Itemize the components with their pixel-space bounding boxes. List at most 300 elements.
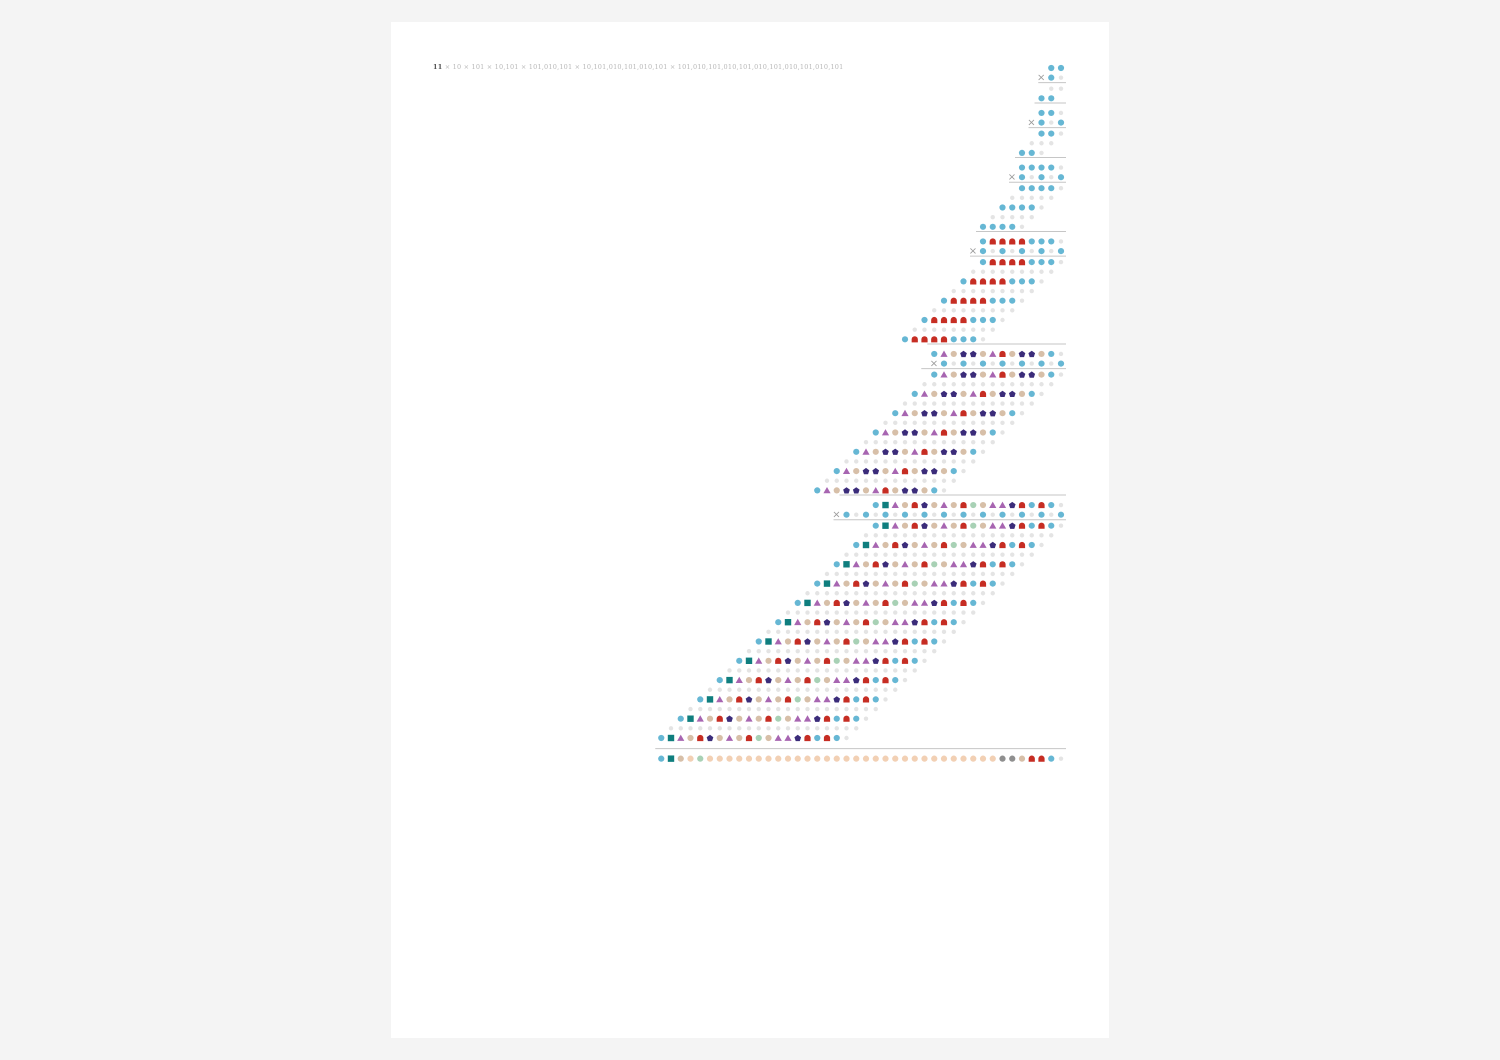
digit-mark-one (1019, 164, 1025, 170)
empty-dot (961, 421, 965, 425)
digit-mark-one (970, 581, 976, 587)
empty-dot (922, 649, 926, 653)
empty-dot (835, 668, 839, 672)
digit-mark-five (892, 638, 899, 644)
digit-mark-one (999, 224, 1005, 230)
empty-dot (981, 421, 985, 425)
empty-dot (1039, 205, 1043, 209)
digit-mark-four (814, 658, 820, 664)
digit-mark-four (1019, 756, 1025, 762)
digit-mark-three (940, 371, 947, 377)
empty-dot (893, 668, 897, 672)
empty-dot (805, 707, 809, 711)
empty-dot (844, 552, 848, 556)
digit-mark-two (951, 317, 957, 323)
digit-mark-two (999, 351, 1005, 357)
empty-dot (961, 289, 965, 293)
empty-dot (883, 668, 887, 672)
empty-dot (952, 591, 956, 595)
digit-mark-one (775, 619, 781, 625)
digit-mark-three (823, 696, 830, 702)
empty-dot (942, 591, 946, 595)
empty-dot (991, 327, 995, 331)
empty-dot (1059, 352, 1063, 356)
digit-mark-two (941, 317, 947, 323)
empty-dot (952, 630, 956, 634)
empty-dot (971, 382, 975, 386)
empty-dot (844, 668, 848, 672)
empty-dot (913, 591, 917, 595)
digit-mark-two (697, 735, 703, 741)
digit-mark-four (990, 391, 996, 397)
empty-dot (864, 440, 868, 444)
empty-dot (942, 552, 946, 556)
digit-mark-one (873, 696, 879, 702)
empty-dot (893, 630, 897, 634)
digit-mark-ten (707, 756, 713, 762)
digit-mark-one (990, 317, 996, 323)
empty-dot (913, 421, 917, 425)
empty-dot (952, 610, 956, 614)
empty-dot (844, 630, 848, 634)
empty-dot (835, 479, 839, 483)
empty-dot (932, 591, 936, 595)
empty-dot (776, 630, 780, 634)
empty-dot (1000, 421, 1004, 425)
empty-dot (883, 572, 887, 576)
empty-dot (786, 726, 790, 730)
digit-mark-four (804, 619, 810, 625)
empty-dot (903, 678, 907, 682)
digit-mark-two (746, 735, 752, 741)
empty-dot (991, 361, 995, 365)
empty-dot (874, 630, 878, 634)
digit-mark-four (892, 429, 898, 435)
empty-dot (874, 533, 878, 537)
digit-mark-two (960, 502, 966, 508)
empty-dot (922, 630, 926, 634)
digit-mark-four (882, 468, 888, 474)
empty-dot (932, 649, 936, 653)
empty-dot (727, 707, 731, 711)
empty-dot (1059, 75, 1063, 79)
empty-dot (718, 707, 722, 711)
empty-dot (942, 488, 946, 492)
digit-mark-four (824, 677, 830, 683)
empty-dot (1000, 552, 1004, 556)
digit-mark-one (912, 391, 918, 397)
digit-mark-three (843, 677, 850, 683)
empty-dot (1000, 430, 1004, 434)
empty-dot (805, 726, 809, 730)
digit-mark-one (1019, 248, 1025, 254)
empty-dot (786, 707, 790, 711)
empty-dot (913, 552, 917, 556)
digit-mark-two (999, 372, 1005, 378)
empty-dot (913, 610, 917, 614)
digit-mark-one (1058, 120, 1064, 126)
empty-dot (1020, 289, 1024, 293)
empty-dot (805, 610, 809, 614)
digit-mark-ten (814, 756, 820, 762)
empty-dot (922, 440, 926, 444)
empty-dot (854, 707, 858, 711)
empty-dot (1010, 215, 1014, 219)
digit-mark-one (1019, 204, 1025, 210)
digit-mark-three (901, 561, 908, 567)
empty-dot (942, 572, 946, 576)
empty-dot (874, 688, 878, 692)
empty-dot (991, 270, 995, 274)
digit-mark-four (921, 487, 927, 493)
digit-mark-eight (668, 735, 674, 741)
digit-mark-two (882, 658, 888, 664)
empty-dot (815, 591, 819, 595)
digit-mark-ten (804, 756, 810, 762)
digit-mark-one (1038, 120, 1044, 126)
empty-dot (747, 688, 751, 692)
digit-mark-ten (746, 756, 752, 762)
digit-mark-six (834, 658, 840, 664)
digit-mark-one (1048, 372, 1054, 378)
digit-mark-three (784, 735, 791, 741)
empty-dot (815, 688, 819, 692)
empty-dot (952, 361, 956, 365)
digit-mark-ten (824, 756, 830, 762)
empty-dot (796, 649, 800, 653)
empty-dot (932, 308, 936, 312)
empty-dot (922, 421, 926, 425)
digit-mark-three (921, 600, 928, 606)
empty-dot (991, 249, 995, 253)
digit-mark-one (1009, 410, 1015, 416)
digit-mark-six (931, 561, 937, 567)
digit-mark-three (862, 600, 869, 606)
empty-dot (698, 707, 702, 711)
empty-dot (922, 552, 926, 556)
digit-mark-two (775, 658, 781, 664)
empty-dot (971, 401, 975, 405)
empty-dot (883, 421, 887, 425)
digit-mark-eight (726, 677, 732, 683)
digit-mark-one (980, 317, 986, 323)
digit-mark-one (892, 677, 898, 683)
digit-mark-four (912, 561, 918, 567)
empty-dot (854, 726, 858, 730)
empty-dot (971, 440, 975, 444)
empty-dot (874, 440, 878, 444)
digit-mark-two (863, 696, 869, 702)
digit-mark-two (960, 600, 966, 606)
empty-dot (864, 688, 868, 692)
digit-mark-five (941, 391, 948, 397)
empty-dot (981, 382, 985, 386)
digit-mark-three (872, 638, 879, 644)
digit-mark-eight (687, 716, 693, 722)
digit-mark-ten (912, 756, 918, 762)
empty-dot (991, 215, 995, 219)
digit-mark-three (940, 351, 947, 357)
empty-dot (893, 688, 897, 692)
empty-dot (903, 440, 907, 444)
empty-dot (952, 421, 956, 425)
empty-dot (1010, 513, 1014, 517)
empty-dot (815, 726, 819, 730)
digit-mark-five (950, 391, 957, 397)
digit-mark-three (940, 522, 947, 528)
digit-mark-three (716, 696, 723, 702)
digit-mark-two (843, 696, 849, 702)
digit-mark-four (902, 523, 908, 529)
digit-mark-two (980, 581, 986, 587)
empty-dot (786, 610, 790, 614)
digit-mark-one (1048, 75, 1054, 81)
digit-mark-two (863, 619, 869, 625)
digit-mark-four (873, 600, 879, 606)
empty-dot (844, 459, 848, 463)
empty-dot (815, 630, 819, 634)
empty-dot (991, 308, 995, 312)
empty-dot (913, 630, 917, 634)
digit-mark-two (1019, 542, 1025, 548)
digit-mark-eight (863, 542, 869, 548)
empty-dot (981, 572, 985, 576)
digit-mark-four (1009, 351, 1015, 357)
empty-dot (961, 401, 965, 405)
empty-dot (1059, 186, 1063, 190)
empty-dot (854, 459, 858, 463)
digit-mark-five (726, 716, 733, 722)
empty-dot (1030, 533, 1034, 537)
digit-mark-one (1048, 351, 1054, 357)
digit-mark-two (999, 542, 1005, 548)
empty-dot (942, 610, 946, 614)
title-lead: 11 (433, 63, 443, 71)
digit-mark-five (1019, 371, 1026, 377)
empty-dot (883, 440, 887, 444)
digit-mark-one (1019, 361, 1025, 367)
digit-mark-three (989, 351, 996, 357)
digit-mark-one (1019, 174, 1025, 180)
empty-dot (1000, 401, 1004, 405)
empty-dot (971, 591, 975, 595)
digit-mark-two (999, 259, 1005, 265)
digit-mark-four (921, 581, 927, 587)
empty-dot (815, 707, 819, 711)
digit-mark-four (951, 523, 957, 529)
digit-mark-four (765, 658, 771, 664)
digit-mark-four (726, 696, 732, 702)
digit-mark-two (882, 677, 888, 683)
empty-dot (737, 688, 741, 692)
digit-mark-one (931, 351, 937, 357)
digit-mark-two (999, 561, 1005, 567)
empty-dot (766, 668, 770, 672)
empty-dot (942, 639, 946, 643)
digit-mark-ten (980, 756, 986, 762)
digit-mark-two (921, 561, 927, 567)
empty-dot (903, 421, 907, 425)
digit-mark-one (1048, 238, 1054, 244)
empty-dot (952, 401, 956, 405)
digit-mark-three (775, 638, 782, 644)
empty-dot (1039, 196, 1043, 200)
empty-dot (942, 459, 946, 463)
empty-dot (971, 421, 975, 425)
empty-dot (1030, 175, 1034, 179)
digit-mark-five (931, 468, 938, 474)
empty-dot (874, 610, 878, 614)
digit-mark-one (863, 512, 869, 518)
empty-dot (874, 459, 878, 463)
empty-dot (1030, 382, 1034, 386)
digit-mark-three (794, 619, 801, 625)
empty-dot (757, 688, 761, 692)
digit-mark-four (960, 449, 966, 455)
empty-dot (922, 459, 926, 463)
digit-mark-one (1029, 259, 1035, 265)
empty-dot (952, 479, 956, 483)
digit-mark-ten (736, 756, 742, 762)
digit-mark-two (873, 561, 879, 567)
digit-mark-four (843, 581, 849, 587)
empty-dot (776, 668, 780, 672)
digit-mark-five (902, 487, 909, 493)
digit-mark-four (873, 581, 879, 587)
digit-mark-two (931, 317, 937, 323)
digit-mark-two (902, 638, 908, 644)
digit-mark-one (970, 336, 976, 342)
digit-mark-one (658, 756, 664, 762)
digit-mark-two (882, 600, 888, 606)
digit-mark-two (980, 391, 986, 397)
empty-dot (688, 726, 692, 730)
digit-mark-five (872, 468, 879, 474)
digit-mark-one (1029, 238, 1035, 244)
empty-dot (864, 459, 868, 463)
digit-mark-one (853, 716, 859, 722)
empty-dot (942, 401, 946, 405)
digit-mark-one (843, 512, 849, 518)
empty-dot (1049, 513, 1053, 517)
digit-mark-one (990, 224, 996, 230)
empty-dot (1020, 411, 1024, 415)
empty-dot (1020, 270, 1024, 274)
empty-dot (952, 382, 956, 386)
empty-dot (932, 421, 936, 425)
digit-mark-four (941, 468, 947, 474)
digit-mark-five (863, 468, 870, 474)
empty-dot (844, 649, 848, 653)
digit-mark-three (697, 715, 704, 721)
empty-dot (991, 552, 995, 556)
digit-mark-three (950, 410, 957, 416)
digit-mark-two (921, 336, 927, 342)
digit-mark-eight (804, 600, 810, 606)
digit-mark-eight (707, 696, 713, 702)
digit-mark-four (912, 468, 918, 474)
digit-mark-five (1009, 502, 1016, 508)
digit-mark-five (911, 487, 918, 493)
times-symbol: × (929, 358, 939, 370)
empty-dot (864, 572, 868, 576)
empty-dot (805, 591, 809, 595)
digit-mark-five (921, 410, 928, 416)
digit-mark-two (931, 336, 937, 342)
empty-dot (942, 421, 946, 425)
empty-dot (952, 440, 956, 444)
digit-mark-three (892, 522, 899, 528)
empty-dot (1049, 270, 1053, 274)
empty-dot (727, 668, 731, 672)
digit-mark-one (1058, 65, 1064, 71)
empty-dot (971, 552, 975, 556)
digit-mark-ten (853, 756, 859, 762)
empty-dot (893, 513, 897, 517)
digit-mark-three (892, 619, 899, 625)
empty-dot (825, 726, 829, 730)
digit-mark-one (873, 677, 879, 683)
digit-mark-four (707, 716, 713, 722)
digit-mark-one (1058, 512, 1064, 518)
empty-dot (913, 649, 917, 653)
empty-dot (932, 610, 936, 614)
empty-dot (903, 668, 907, 672)
empty-dot (747, 649, 751, 653)
empty-dot (815, 610, 819, 614)
digit-mark-one (1048, 756, 1054, 762)
digit-mark-one (999, 248, 1005, 254)
empty-dot (757, 707, 761, 711)
empty-dot (893, 591, 897, 595)
empty-dot (1049, 533, 1053, 537)
empty-dot (825, 707, 829, 711)
digit-mark-four (863, 638, 869, 644)
digit-mark-three (765, 696, 772, 702)
digit-mark-three (784, 677, 791, 683)
empty-dot (991, 533, 995, 537)
empty-dot (903, 479, 907, 483)
digit-mark-two (902, 581, 908, 587)
digit-mark-six (970, 523, 976, 529)
empty-dot (932, 533, 936, 537)
digit-mark-four (931, 391, 937, 397)
empty-dot (757, 726, 761, 730)
empty-dot (786, 668, 790, 672)
empty-dot (796, 668, 800, 672)
digit-mark-one (1019, 150, 1025, 156)
digit-mark-one (1038, 248, 1044, 254)
empty-dot (1000, 318, 1004, 322)
empty-dot (1000, 308, 1004, 312)
empty-dot (776, 707, 780, 711)
empty-dot (981, 591, 985, 595)
digit-mark-one (921, 512, 927, 518)
digit-mark-four (873, 449, 879, 455)
digit-mark-five (707, 735, 714, 741)
digit-mark-one (980, 361, 986, 367)
empty-dot (952, 513, 956, 517)
empty-dot (903, 610, 907, 614)
digit-mark-four (921, 429, 927, 435)
digit-mark-two (990, 278, 996, 284)
digit-mark-one (990, 561, 996, 567)
empty-dot (883, 649, 887, 653)
empty-dot (1010, 196, 1014, 200)
digit-mark-five (950, 580, 957, 586)
digit-mark-four (834, 638, 840, 644)
digit-mark-ten (785, 756, 791, 762)
